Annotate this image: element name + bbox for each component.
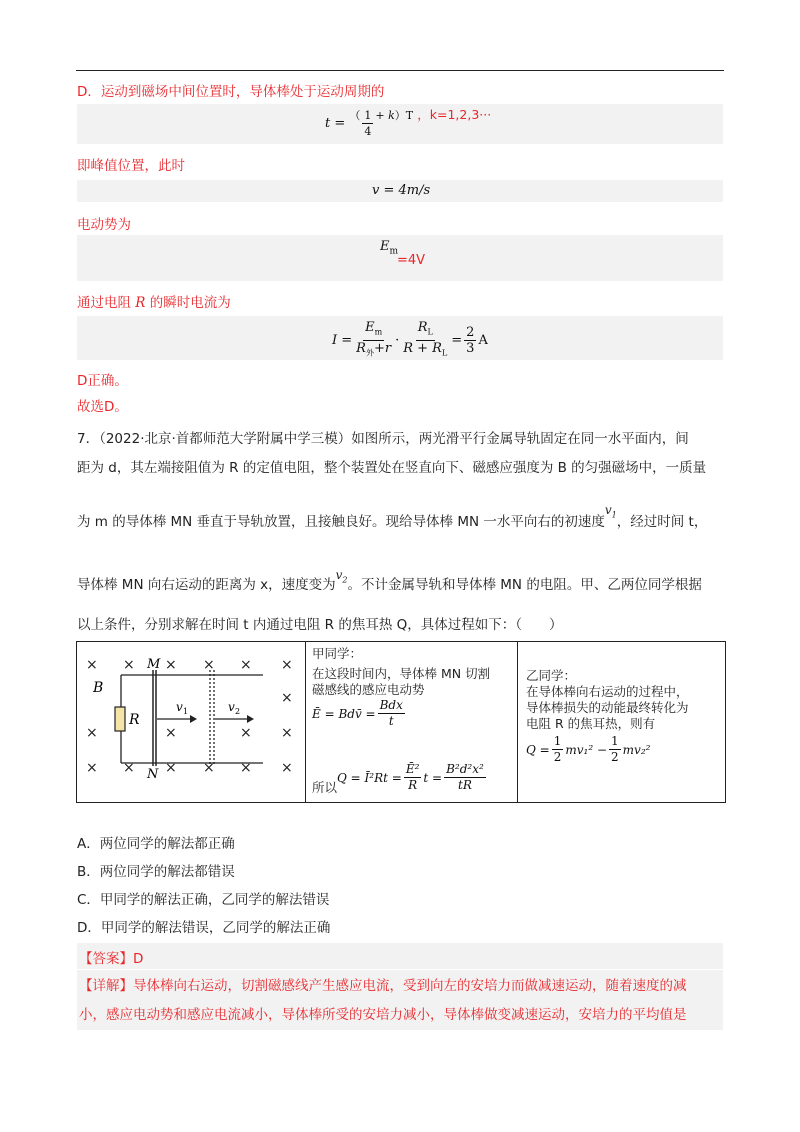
svg-text:×: × [203, 657, 215, 673]
jia-title: 甲同学： [312, 646, 363, 661]
jia-so: 所以 [312, 779, 338, 795]
svg-text:×: × [86, 725, 98, 741]
svg-text:×: × [281, 760, 293, 776]
formula-band-current [77, 316, 723, 360]
label-v1-sub: 1 [183, 707, 189, 716]
formula-band-v [77, 180, 723, 202]
option-a: A．两位同学的解法都正确 [77, 836, 235, 852]
svg-text:×: × [165, 760, 177, 776]
svg-text:×: × [281, 690, 293, 706]
current-line: 通过电阻 R 的瞬时电流为 [77, 295, 231, 311]
q7-line4: 导体棒 MN 向右运动的距离为 x，速度变为$v_2$。不计金属导轨和导体棒 MN 的电阻。甲、乙两位同学根据 [77, 568, 702, 593]
resistor [115, 707, 125, 731]
jia-eq1: Ē = Bdv̄ = $\frac{\text{Bdx}}{t}$ [312, 698, 403, 728]
label-N: N [147, 767, 159, 782]
svg-text:×: × [86, 657, 98, 673]
answer-label: 【答案】D [79, 951, 144, 967]
q7-line5: 以上条件，分别求解在时间 t 内通过电阻 R 的焦耳热 Q，具体过程如下：（ ） [77, 617, 563, 633]
yi-eq: Q = $\frac{1}{2}$ mv₁² − $\frac{1}{2}$ mv₂² [526, 734, 651, 764]
correct-line: D正确。 [77, 373, 128, 389]
header-rule [76, 70, 724, 71]
yi-text3: 电阻 R 的焦耳热，则有 [526, 716, 656, 731]
v-formula: v = 4m/s [372, 183, 431, 198]
label-R: R [129, 712, 140, 728]
choose-line: 故选D。 [77, 399, 128, 415]
option-d-line: D．运动到磁场中间位置时，导体棒处于运动周期的 [77, 84, 385, 100]
detail-line1: 【详解】导体棒向右运动，切割磁感线产生感应电流，受到向左的安培力而做减速运动，随着速度的减 [79, 978, 687, 994]
jia-text2: 磁感线的感应电动势 [312, 682, 425, 697]
yi-title: 乙同学： [526, 668, 577, 683]
yi-cell [517, 642, 725, 802]
option-c: C．甲同学的解法正确，乙同学的解法错误 [77, 892, 330, 908]
yi-text2: 导体棒损失的动能最终转化为 [526, 700, 689, 715]
svg-text:×: × [281, 657, 293, 673]
detail-line2: 小，感应电动势和感应电流减小，导体棒所受的安培力减小，导体棒做变减速运动，安培力的平均值是 [79, 1007, 687, 1023]
q7-line3: 为 m 的导体棒 MN 垂直于导轨放置，且接触良好。现给导体棒 MN 一水平向右的初速度$v_1$，经过时间 t， [77, 503, 708, 530]
label-M: M [147, 657, 161, 672]
jia-eq2: Q = Ī²Rt = $\frac{\text{Ē²}}{R}$ t = $\frac{\text{B²d²x²}}{tR}$ [337, 762, 484, 792]
svg-text:×: × [240, 760, 252, 776]
svg-text:×: × [203, 760, 215, 776]
jia-text1: 在这段时间内，导体棒 MN 切割 [312, 666, 491, 681]
option-d: D．甲同学的解法错误，乙同学的解法正确 [77, 920, 331, 936]
label-v2: v [228, 700, 235, 714]
svg-text:×: × [281, 725, 293, 741]
label-v2-sub: 2 [235, 707, 241, 716]
svg-text:×: × [165, 657, 177, 673]
label-B: B [93, 680, 104, 696]
svg-text:×: × [165, 725, 177, 741]
svg-text:×: × [123, 657, 135, 673]
jia-cell [305, 642, 517, 802]
q7-line2: 距为 d，其左端接阻值为 R 的定值电阻，整个装置处在竖直向下、磁感应强度为 B 的匀强磁场中，一质量 [77, 460, 707, 476]
v1-arrowhead [190, 715, 197, 723]
label-v1: v [176, 700, 183, 714]
svg-text:×: × [240, 657, 252, 673]
current-formula: I = $\frac{E_m}{R_外+r}$ · $\frac{R_L}{R + R_L}$ = $\frac{2}{3}$ A [332, 320, 488, 358]
detail-band [77, 970, 723, 1030]
solution-table [76, 641, 726, 803]
svg-text:×: × [123, 760, 135, 776]
t-formula: t = （ $\frac{1}{4}$ $^{+ k)T}$ ，k=1,2,3··· [325, 107, 492, 138]
q7-line1: 7．（2022·北京·首都师范大学附属中学三模）如图所示，两光滑平行金属导轨固定在同一水平面内，间 [77, 431, 689, 447]
v2-arrowhead [247, 715, 254, 723]
formula-band-t [77, 104, 723, 144]
emf-line: 电动势为 [77, 217, 131, 233]
svg-text:×: × [240, 725, 252, 741]
option-b: B．两位同学的解法都错误 [77, 864, 235, 880]
peak-line: 即峰值位置，此时 [77, 158, 185, 174]
emf-value: =4V [397, 253, 426, 268]
jia-eq2-row [312, 762, 488, 793]
answer-band [77, 943, 723, 969]
yi-text1: 在导体棒向右运动的过程中， [526, 684, 689, 699]
circuit-diagram [77, 642, 305, 802]
formula-band-emf [77, 235, 723, 281]
circuit-svg [77, 642, 305, 802]
svg-text:×: × [86, 760, 98, 776]
emf-formula: $E_m$ [380, 239, 399, 257]
